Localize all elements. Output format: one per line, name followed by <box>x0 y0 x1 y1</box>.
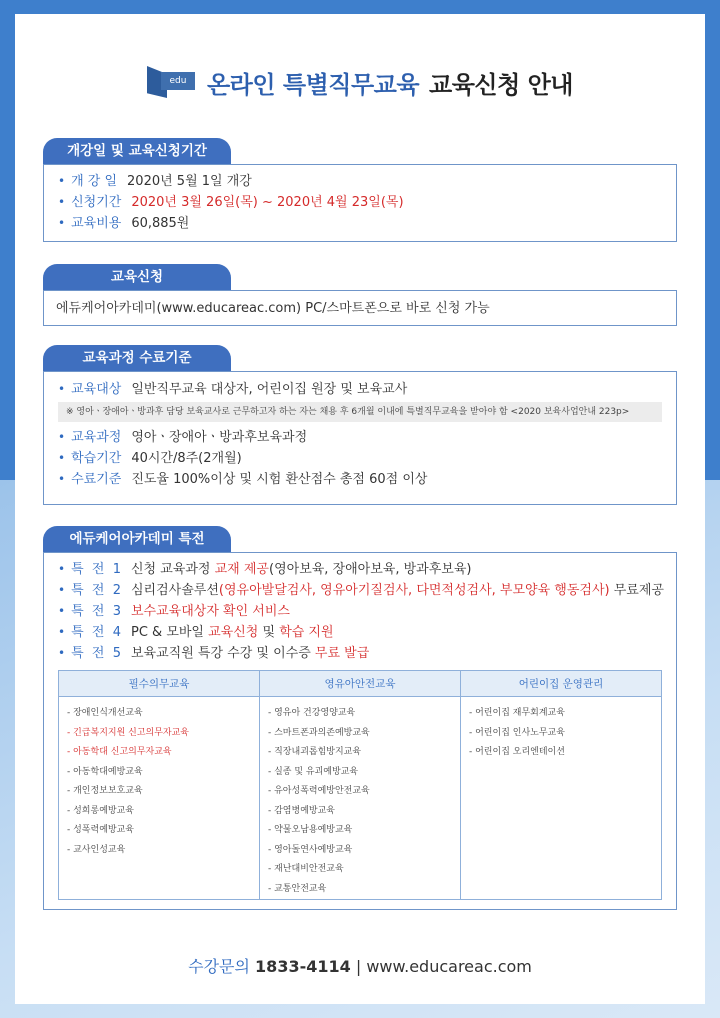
bullet-icon: • <box>58 583 66 597</box>
criteria-note: ※ 영아ㆍ장애아ㆍ방과후 담당 보육교사로 근무하고자 하는 자는 채용 후 6개월 이내에 특별직무교육을 받아야 함 <2020 보육사업안내 223p> <box>58 402 662 422</box>
course-list-item: - 재난대비안전교육 <box>268 864 344 874</box>
benefit-text-plain: PC & 모바일 <box>131 625 209 640</box>
benefit-text-highlight: 무료 발급 <box>314 646 370 661</box>
course-list-item: - 유아성폭력예방안전교육 <box>268 786 370 796</box>
course-list-item: - 직장내괴롭힘방지교육 <box>268 747 362 757</box>
row-label: 특 전 5 <box>71 646 121 661</box>
contact-url-link[interactable]: www.educareac.com <box>366 957 532 976</box>
benefit-text <box>131 622 334 643</box>
benefit-text-plain: 무료제공 <box>609 583 664 598</box>
benefit-text <box>131 601 290 622</box>
benefit-text <box>131 559 472 580</box>
bullet-icon: • <box>58 382 66 396</box>
page-title-sub: 교육신청 안내 <box>429 70 573 99</box>
benefit-text-highlight: 보수교육대상자 확인 서비스 <box>131 604 290 619</box>
bullet-icon: • <box>58 451 66 465</box>
row-label: 특 전 1 <box>71 562 121 577</box>
benefit-text-highlight: 학습 지원 <box>279 625 334 640</box>
course-list-item: - 어린이집 인사노무교육 <box>469 727 565 738</box>
criteria-row-duration <box>44 448 676 469</box>
benefit-row-2 <box>44 580 676 601</box>
apply-text: 에듀케어아카데미(www.educareac.com) PC/스마트폰으로 바로 신청 가능 <box>56 301 490 316</box>
section-tab-schedule: 개강일 및 교육신청기간 <box>43 138 231 164</box>
course-list-item: - 아동학대예방교육 <box>67 766 143 777</box>
benefit-text-highlight: (영유아발달검사, 영유아기질검사, 다면적성검사, 부모양육 행동검사) <box>218 583 610 598</box>
course-list-item: - 실종 및 유괴예방교육 <box>268 766 359 777</box>
row-value: 40시간/8주(2개월) <box>131 451 242 466</box>
benefit-row-4 <box>44 622 676 643</box>
course-column-management <box>461 697 662 900</box>
row-label: 교육대상 <box>71 382 122 397</box>
row-value: 진도율 100%이상 및 시험 환산점수 총점 60점 이상 <box>131 472 428 487</box>
bullet-icon: • <box>58 216 66 230</box>
benefit-text-plain: 심리검사솔루션 <box>131 583 219 598</box>
column-header: 영유아안전교육 <box>260 671 461 697</box>
row-value: 2020년 5월 1일 개강 <box>127 174 252 189</box>
row-value: 영아ㆍ장애아ㆍ방과후보육과정 <box>131 430 308 445</box>
course-list-item: - 영유아 건강영양교육 <box>268 708 356 718</box>
contact-label: 수강문의 <box>188 957 250 976</box>
course-table-header <box>59 671 662 697</box>
bullet-icon: • <box>58 472 66 486</box>
column-header: 필수의무교육 <box>59 671 260 697</box>
schedule-row-fee <box>44 213 676 234</box>
section-box-criteria <box>43 371 677 505</box>
benefit-text-plain: 보육교직원 특강 수강 및 이수증 <box>131 646 315 661</box>
apply-text-row <box>44 298 676 319</box>
course-list-item: - 감염병예방교육 <box>268 805 335 816</box>
benefit-text-highlight: 교재 제공 <box>214 562 269 577</box>
course-table-body <box>59 697 662 900</box>
course-list-item: - 장애인식개선교육 <box>67 708 143 718</box>
course-list-item: - 어린이집 오리엔테이션 <box>469 747 565 757</box>
benefit-text <box>131 643 369 664</box>
bullet-icon: • <box>58 625 66 639</box>
page-header <box>15 60 705 104</box>
row-label: 수료기준 <box>71 472 122 487</box>
bullet-icon: • <box>58 562 66 576</box>
course-list-item: - 성희롱예방교육 <box>67 805 134 816</box>
benefit-text-plain: 및 <box>258 625 280 640</box>
contact-phone: 1833-4114 <box>255 957 351 976</box>
course-list-item: - 성폭력예방교육 <box>67 825 134 835</box>
schedule-row-start <box>44 171 676 192</box>
course-list-item: - 약물오남용예방교육 <box>268 825 353 835</box>
row-label: 신청기간 <box>71 195 122 210</box>
row-label: 학습기간 <box>71 451 122 466</box>
row-label: 특 전 3 <box>71 604 121 619</box>
bullet-icon: • <box>58 195 66 209</box>
column-header: 어린이집 운영관리 <box>461 671 662 697</box>
criteria-row-course <box>44 427 676 448</box>
footer-separator: | <box>355 957 362 976</box>
row-label: 개 강 일 <box>71 174 118 189</box>
benefit-text <box>131 580 664 601</box>
criteria-row-completion <box>44 469 676 490</box>
benefit-text-plain: (영아보육, 장애아보육, 방과후보육) <box>269 562 472 577</box>
row-label: 특 전 4 <box>71 625 121 640</box>
row-label: 교육과정 <box>71 430 122 445</box>
criteria-row-target <box>44 379 676 400</box>
course-list-item: - 교사인성교육 <box>67 844 126 855</box>
benefit-row-3 <box>44 601 676 622</box>
course-list-item: - 긴급복지지원 신고의무자교육 <box>67 727 189 738</box>
course-list-item: - 스마트폰과의존예방교육 <box>268 727 370 738</box>
section-box-benefits <box>43 552 677 910</box>
benefit-text-plain: 신청 교육과정 <box>131 562 215 577</box>
section-tab-criteria: 교육과정 수료기준 <box>43 345 231 371</box>
section-tab-benefits: 에듀케어아카데미 특전 <box>43 526 231 552</box>
row-value: 2020년 3월 26일(목) ~ 2020년 4월 23일(목) <box>131 195 404 210</box>
course-list-item: - 아동학대 신고의무자교육 <box>67 747 172 757</box>
edu-logo-icon <box>147 64 197 100</box>
page-title-main: 온라인 특별직무교육 <box>207 70 420 99</box>
course-column-safety <box>260 697 461 900</box>
bullet-icon: • <box>58 604 66 618</box>
logo-text: edu <box>161 72 195 90</box>
course-list-item: - 어린이집 재무회계교육 <box>469 708 565 718</box>
row-label: 특 전 2 <box>71 583 121 598</box>
bullet-icon: • <box>58 174 66 188</box>
bullet-icon: • <box>58 646 66 660</box>
bullet-icon: • <box>58 430 66 444</box>
course-table <box>58 670 662 900</box>
row-value: 60,885원 <box>131 216 190 231</box>
contact-footer <box>15 954 705 977</box>
course-list-item: - 개인정보보호교육 <box>67 786 143 796</box>
course-list-item: - 교통안전교육 <box>268 883 327 894</box>
section-box-schedule <box>43 164 677 242</box>
section-tab-apply: 교육신청 <box>43 264 231 290</box>
course-column-mandatory <box>59 697 260 900</box>
benefit-row-5 <box>44 643 676 664</box>
row-label: 교육비용 <box>71 216 122 231</box>
document-sheet <box>15 14 705 1004</box>
section-box-apply <box>43 290 677 326</box>
benefit-row-1 <box>44 559 676 580</box>
schedule-row-period <box>44 192 676 213</box>
benefit-text-highlight: 교육신청 <box>208 625 259 640</box>
row-value: 일반직무교육 대상자, 어린이집 원장 및 보육교사 <box>131 382 408 397</box>
course-list-item: - 영아돌연사예방교육 <box>268 844 353 855</box>
